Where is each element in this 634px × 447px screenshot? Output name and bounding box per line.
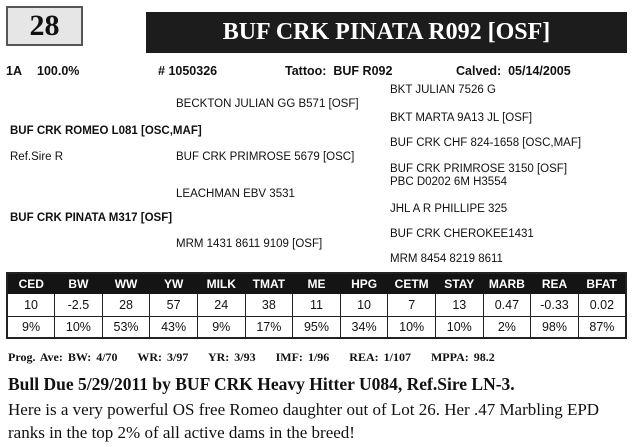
pedigree-sd: BUF CRK PRIMROSE 5679 [OSC] [176,151,355,163]
epd-header: CED [7,273,55,294]
epd-percentile-row [7,316,626,338]
epd-percentile: 34% [340,316,388,338]
epd-value: 28 [102,294,150,316]
epd-header-row [7,273,626,294]
epd-percentile: 53% [102,316,150,338]
epd-value: 0.02 [578,294,626,316]
pedigree-ss: BECKTON JULIAN GG B571 [OSF] [176,98,359,110]
pedigree-dd: MRM 1431 8611 9109 [OSF] [176,238,323,250]
epd-value-row [7,294,626,316]
epd-value: 0.47 [483,294,531,316]
epd-header: HPG [340,273,388,294]
pedigree-ddd: MRM 8454 8219 8611 [390,253,503,265]
epd-percentile: 43% [150,316,198,338]
epd-value: -0.33 [531,294,579,316]
epd-percentile: 10% [388,316,436,338]
bull-due-line: Bull Due 5/29/2011 by BUF CRK Heavy Hitter U084, Ref.Sire LN-3. [8,374,515,394]
epd-value: 57 [150,294,198,316]
pedigree-sds: BUF CRK CHF 824-1658 [OSC,MAF] [390,137,582,149]
animal-title: BUF CRK PINATA R092 [OSF] [146,12,627,53]
registration: # 1050326 [158,64,218,78]
pedigree-ds: LEACHMAN EBV 3531 [176,188,295,200]
grade: 1A [6,64,22,78]
epd-header: WW [102,273,150,294]
epd-value: 38 [245,294,293,316]
epd-percentile: 87% [589,319,615,334]
epd-header: MARB [483,273,531,294]
epd-percentile: 17% [245,316,293,338]
epd-percentile: 9% [7,316,55,338]
epd-percentile: 98% [531,316,579,338]
epd-value: 10 [7,294,55,316]
epd-header: ME [293,273,341,294]
epd-header: TMAT [245,273,293,294]
epd-value: 10 [340,294,388,316]
lot-number: 28 [6,6,83,46]
epd-header: STAY [435,273,483,294]
lot-description: Here is a very powerful OS free Romeo daughter out of Lot 26. Her .47 Marbling EPD ranks in the top 2% of all active dams in the breed! [8,400,600,442]
epd-header: MILK [197,273,245,294]
percent: 100.0% [37,64,80,78]
epd-header: REA [531,273,579,294]
epd-percentile: 9% [197,316,245,338]
epd-header: BFAT [578,273,626,294]
epd-header: CETM [388,273,436,294]
epd-table [6,272,627,339]
pedigree-sire: BUF CRK ROMEO L081 [OSC,MAF] [10,125,202,137]
pedigree-ssd: BKT MARTA 9A13 JL [OSF] [390,112,533,124]
pedigree-dds: BUF CRK CHEROKEE1431 [390,228,534,240]
epd-percentile: 10% [435,316,483,338]
epd-percentile: 2% [483,316,531,338]
epd-value: -2.5 [55,294,103,316]
epd-value: 24 [197,294,245,316]
progeny-averages: Prog. Ave: BW: 4/70 WR: 3/97 YR: 3/93 IMF: 1/96 REA: 1/107 MPPA: 98.2 [8,350,495,364]
pedigree-sdd: BUF CRK PRIMROSE 3150 [OSF] [390,163,568,175]
pedigree-dss: JHL A R PHILLIPE 325 [390,203,508,215]
pedigree-dam: BUF CRK PINATA M317 [OSF] [10,212,173,224]
epd-value: 11 [293,294,341,316]
pedigree-sdd-extra: PBC D0202 6M H3554 [390,176,507,188]
epd-header: YW [150,273,198,294]
epd-value: 7 [388,294,436,316]
epd-header: BW [55,273,103,294]
epd-percentile: 10% [55,316,103,338]
calved: Calved: 05/14/2005 [456,64,571,78]
epd-value: 13 [435,294,483,316]
tattoo: Tattoo: BUF R092 [285,64,393,78]
pedigree-sss: BKT JULIAN 7526 G [390,84,496,96]
epd-percentile: 95% [293,316,341,338]
pedigree-ref-sire: Ref.Sire R [10,151,64,163]
